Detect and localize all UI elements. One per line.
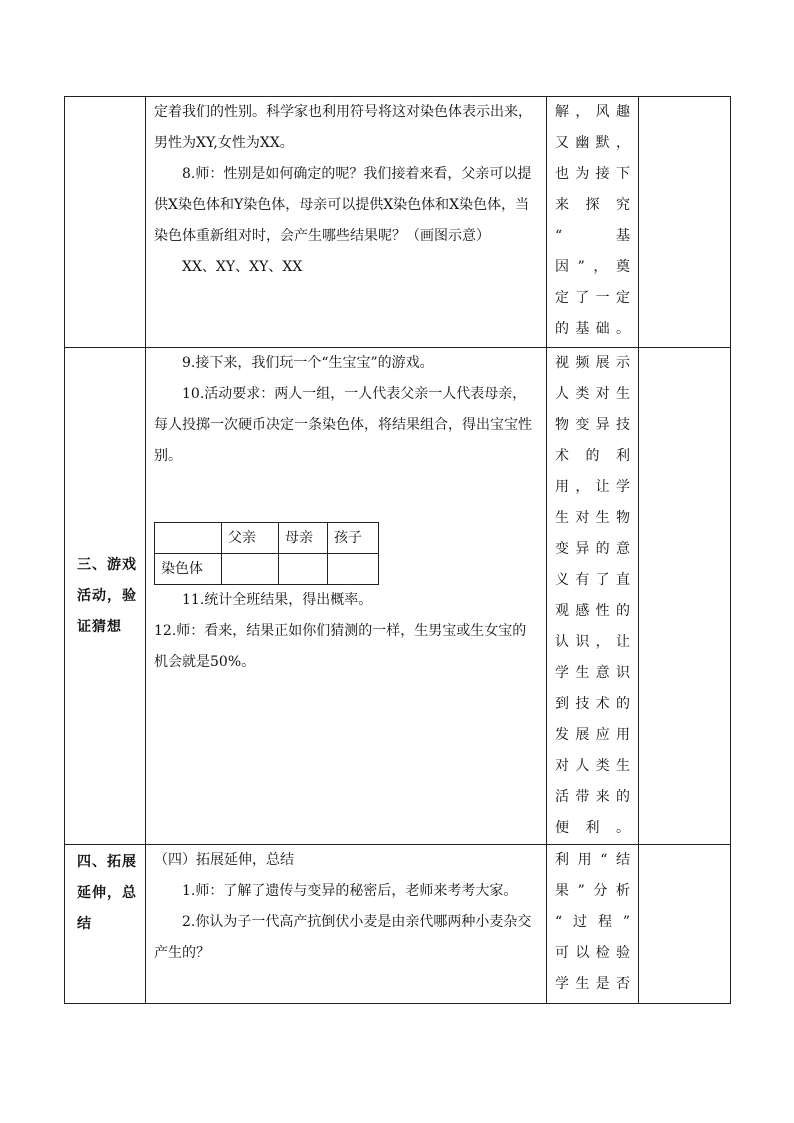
note-line: 便利。 (555, 820, 632, 836)
table-row (65, 845, 731, 1004)
intent-note-cell (547, 97, 639, 348)
content-paragraph: 12.师：看来，结果正如你们猜测的一样，生男宝或生女宝的机会就是50%。 (154, 623, 527, 670)
content-paragraph: 定着我们的性别。科学家也利用符号将这对染色体表示出来，男性为XY,女性为XX。 (154, 104, 532, 151)
stage-cell (65, 97, 146, 348)
note-line: 到技术的 (555, 696, 632, 712)
empty-cell (639, 845, 731, 1004)
game-record-table (154, 522, 379, 585)
note-line: 用，让学 (555, 479, 632, 495)
content-paragraph: 10.活动要求：两人一组，一人代表父亲一人代表母亲，每人投掷一次硬币决定一条染色体，将结果组合，得出宝宝性别。 (154, 386, 532, 464)
note-line: 果”分析 (555, 883, 632, 899)
game-header-cell: 孩子 (328, 523, 379, 554)
note-line: 视频展示 (555, 355, 632, 371)
content-paragraph: 1.师：了解了遗传与变异的秘密后，老师来考考大家。 (182, 883, 518, 899)
intent-note-cell (547, 845, 639, 1004)
note-line: 认识，让 (555, 634, 632, 650)
note-line: 来探究 (555, 197, 632, 213)
lesson-plan-table (64, 96, 731, 1004)
empty-cell (639, 97, 731, 348)
content-paragraph: 2.你认为子一代高产抗倒伏小麦是由亲代哪两种小麦杂交产生的？ (154, 914, 532, 961)
game-header-cell (155, 523, 222, 554)
table-row (65, 348, 731, 845)
game-header-cell: 母亲 (279, 523, 328, 554)
note-line: 解，风趣 (555, 104, 632, 120)
content-cell (146, 845, 547, 1004)
game-table-row (155, 554, 379, 585)
note-line: 的基础。 (555, 321, 632, 337)
note-line: 可以检验 (555, 945, 632, 961)
content-cell (146, 348, 547, 845)
note-line: 义有了直 (555, 572, 632, 588)
content-paragraph: 8.师：性别是如何确定的呢？我们接着来看，父亲可以提供X染色体和Y染色体，母亲可以提供X染色体和X染色体，当染色体重新组对时，会产生哪些结果呢？（画图示意） (154, 166, 532, 244)
game-cell (222, 554, 279, 585)
intent-note-cell (547, 348, 639, 845)
note-line: 发展应用 (555, 727, 632, 743)
note-line: 观感性的 (555, 603, 632, 619)
note-line: 利用“结 (555, 852, 632, 868)
note-line: 术的利 (555, 448, 632, 464)
game-cell: 染色体 (155, 554, 222, 585)
note-line: 生对生物 (555, 510, 632, 526)
note-line: 变异的意 (555, 541, 632, 557)
table-row (65, 97, 731, 348)
note-line: “基 (555, 228, 632, 244)
empty-cell (639, 348, 731, 845)
content-paragraph: 11.统计全班结果，得出概率。 (182, 592, 373, 608)
content-paragraph: 9.接下来，我们玩一个“生宝宝”的游戏。 (182, 355, 434, 371)
game-header-cell: 父亲 (222, 523, 279, 554)
note-line: 学生意识 (555, 665, 632, 681)
game-table-header-row (155, 523, 379, 554)
note-line: 对人类生 (555, 758, 632, 774)
note-line: “过程” (555, 914, 632, 930)
content-paragraph: XX、XY、XY、XX (182, 259, 303, 275)
note-line: 定了一定 (555, 290, 632, 306)
note-line: 人类对生 (555, 386, 632, 402)
stage-cell: 四、拓展延伸，总结 (65, 845, 146, 1004)
note-line: 物变异技 (555, 417, 632, 433)
stage-cell: 三、游戏活动，验证猜想 (65, 348, 146, 845)
game-cell (328, 554, 379, 585)
content-paragraph: （四）拓展延伸，总结 (154, 852, 294, 868)
note-line: 因”，奠 (555, 259, 632, 275)
note-line: 又幽默， (555, 135, 632, 151)
note-line: 也为接下 (555, 166, 632, 182)
content-cell (146, 97, 547, 348)
note-line: 活带来的 (555, 789, 632, 805)
note-line: 学生是否 (555, 976, 632, 992)
game-cell (279, 554, 328, 585)
